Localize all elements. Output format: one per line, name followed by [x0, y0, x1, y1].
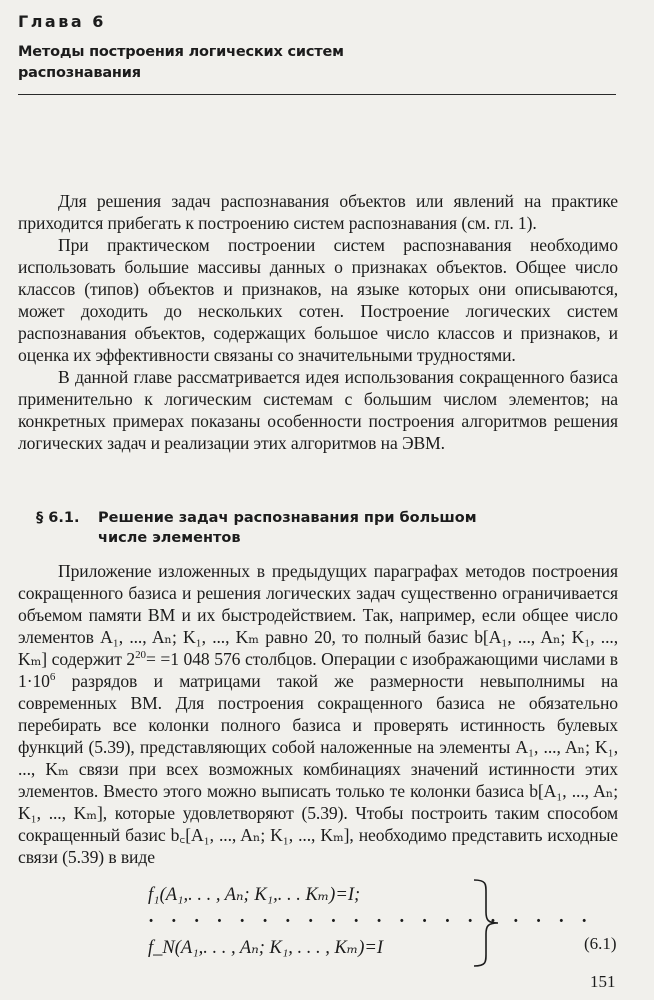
chapter-title-line2: распознавания: [18, 65, 141, 81]
section-text-part-a: Приложение изложенных в предыдущих параграфах методов построения сокращенного базиса и решения логических задач существенно ограничивается объемом памяти ВМ и их быстродействием. Так, например, если общее число элементов A₁, ..., Aₙ; K₁, ..., Kₘ равно 20, то полный базис b[A₁, ..., Aₙ; K₁, ..., Kₘ] содержит 2: [18, 561, 618, 669]
equation-number: (6.1): [584, 934, 617, 953]
chapter-title: [18, 42, 578, 84]
section-paragraph-1: [18, 560, 618, 868]
formula-line-n: f_N(A₁,. . . , Aₙ; K₁, . . . , Kₘ)=I: [148, 938, 384, 958]
section-title-line1: Решение задач распознавания при большом: [98, 510, 477, 526]
section-text-part-b: = =1 048 576 столбцов. Операции с изображающими числами в 1·10: [18, 649, 618, 691]
section-text: [18, 560, 618, 868]
superscript-20: 20: [135, 649, 146, 661]
formula-system: [148, 880, 593, 964]
section-heading: [36, 508, 477, 548]
superscript-6: 6: [49, 671, 56, 683]
chapter-title-line1: Методы построения логических систем: [18, 44, 344, 60]
formula-ellipsis: · · · · · · · · · · · · · · · · · · · ·: [148, 912, 594, 932]
formula-line-1: f₁(A₁,. . . , Aₙ; K₁,. . . Kₘ)=I;: [148, 885, 361, 905]
intro-paragraph-1: Для решения задач распознавания объектов или явлений на практике приходится прибегать к построению систем распознавания (см. гл. 1).: [18, 191, 618, 233]
page-number: 151: [590, 972, 616, 991]
intro-paragraph-2: При практическом построении систем распознавания необходимо использовать большие массивы данных о признаках объектов. Общее число классов (типов) объектов и признаков, на языке которых они описываются, может доходить до нескольких сотен. Построение логических систем распознавания объектов, содержащих большое число классов и признаков, и оценка их эффективности связаны со значительными трудностями.: [18, 235, 618, 365]
section-text-part-c: разрядов и матрицами такой же размерности невыполнимы на современных ВМ. Для построения сокращенного базиса не обязательно перебирать все колонки полного базиса и проверять истинность булевых функций (5.39), представляющих собой наложенные на элементы A₁, ..., Aₙ; K₁, ..., Kₘ связи при всех возможных комбинациях значений истинности этих элементов. Вместо этого можно выписать только те колонки базиса b[A₁, ..., Aₙ; K₁, ..., Kₘ], которые удовлетворяют (5.39). Чтобы построить таким способом сокращенный базис b꜀[A₁, ..., Aₙ; K₁, ..., Kₘ], необходимо представить исходные связи (5.39) в виде: [18, 671, 618, 867]
chapter-divider: [18, 94, 616, 95]
section-title-line2: числе элементов: [98, 530, 241, 546]
section-number: § 6.1.: [36, 510, 80, 526]
intro-paragraph-3: В данной главе рассматривается идея использования сокращенного базиса применительно к логическим системам с большим числом элементов; на конкретных примерах показаны особенности построения алгоритмов решения логических задач и реализации этих алгоритмов на ЭВМ.: [18, 367, 618, 453]
right-brace-icon: [470, 878, 510, 968]
intro-text: [18, 190, 618, 454]
chapter-label: Глава 6: [18, 12, 106, 31]
